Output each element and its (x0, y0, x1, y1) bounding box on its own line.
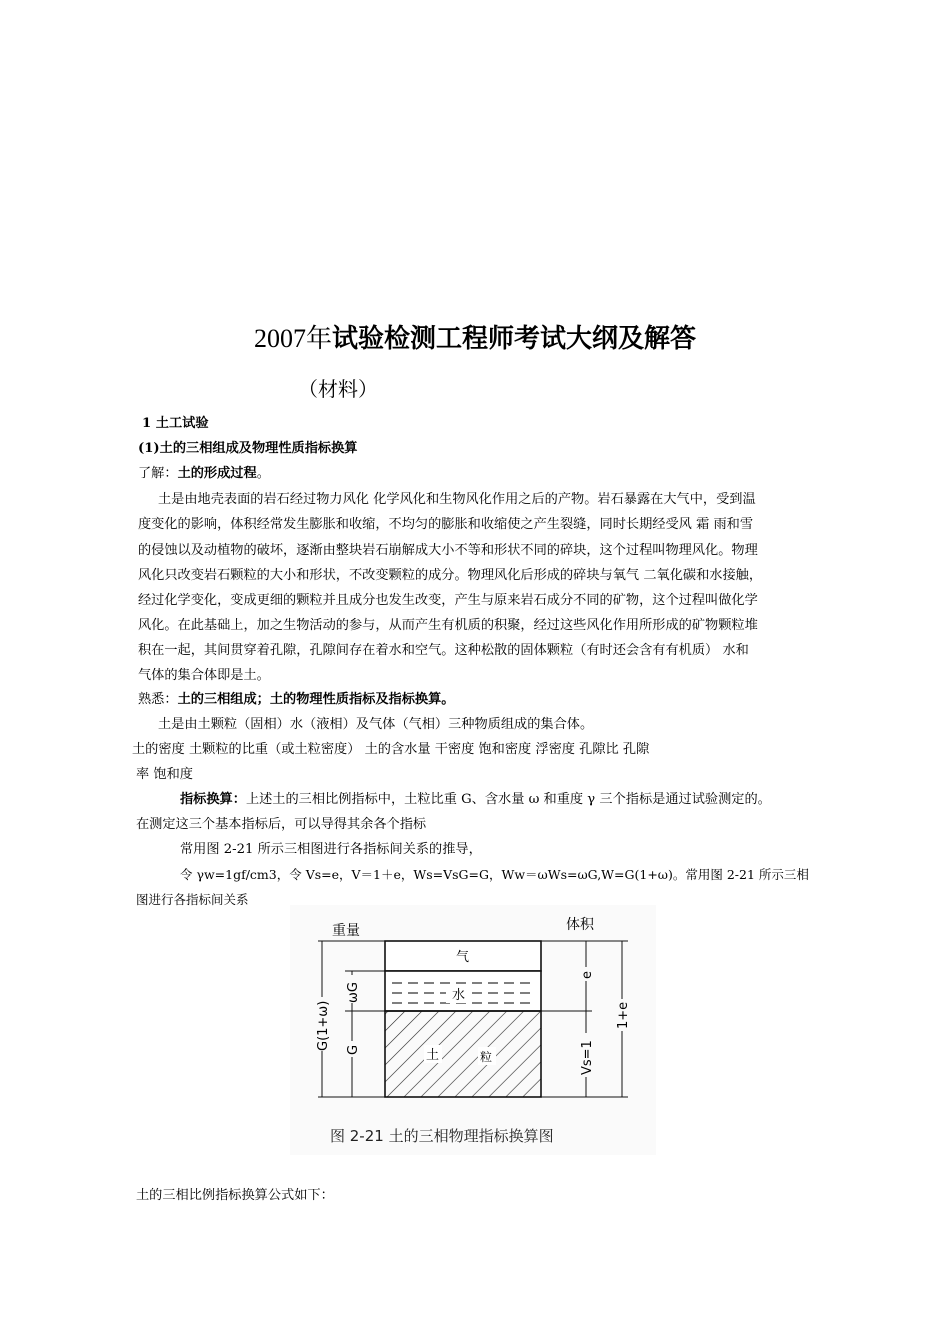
let-line-cont: 图进行各指标间关系 (136, 892, 249, 907)
document-subtitle: （材料） (298, 377, 378, 401)
air-label: 气 (456, 950, 470, 965)
solid-weight-label: G (346, 1044, 361, 1055)
section-heading: 1 土工试验 (142, 416, 209, 431)
water-label: 水 (452, 988, 466, 1003)
title-year: 2007年 (253, 324, 332, 353)
paragraph-line: 经过化学变化，变成更细的颗粒并且成分也发生改变，产生与原来岩石成分不同的矿物，这个过程叫做化学 (138, 593, 758, 608)
title-main: 试验检测工程师考试大纲及解答 (332, 324, 697, 354)
document-title (0, 322, 950, 356)
void-volume-label: e (580, 971, 595, 979)
understand-label: 了解： (138, 466, 178, 481)
figure-caption: 图 2-21 土的三相物理指标换算图 (330, 1127, 554, 1145)
solid-phase (385, 1011, 541, 1097)
paragraph-line: 风化。在此基础上，加之生物活动的参与，从而产生有机质的积聚，经过这些风化作用所形成的矿物颗粒堆 (138, 618, 758, 633)
subsection-heading: (1)土的三相组成及物理性质指标换算 (138, 441, 358, 456)
understand-topic: 土的形成过程 (177, 466, 257, 481)
volume-label: 体积 (566, 917, 594, 933)
understand-line (138, 464, 270, 484)
solid-label-1: 土 (426, 1048, 440, 1063)
composition-line: 土是由土颗粒（固相）水（液相）及气体（气相）三种物质组成的集合体。 (158, 717, 594, 732)
common-line: 常用图 2-21 所示三相图进行各指标间关系的推导， (180, 842, 482, 857)
familiar-topic: 土的三相组成；土的物理性质指标及指标换算。 (177, 692, 455, 707)
understand-end: 。 (256, 466, 270, 481)
conversion-line (180, 790, 771, 810)
total-volume-label: 1+e (616, 1001, 631, 1029)
solid-volume-label: Vs=1 (580, 1040, 595, 1075)
paragraph-line: 风化只改变岩石颗粒的大小和形状，不改变颗粒的成分。物理风化后形成的碎块与氧气 二氧化碳和水接触， (138, 568, 763, 583)
water-weight-label: ωG (346, 982, 361, 1003)
conversion-text: 上述土的三相比例指标中，土粒比重 G、含水量 ω 和重度 γ 三个指标是通过试验测定的。 (245, 792, 771, 807)
paragraph-line: 气体的集合体即是土。 (138, 668, 270, 683)
weight-label: 重量 (332, 923, 360, 939)
paragraph-line: 的侵蚀以及动植物的破坏，逐渐由整块岩石崩解成大小不等和形状不同的碎块，这个过程叫物理风化。物理 (138, 543, 758, 558)
total-weight-label: G(1+ω) (316, 1000, 331, 1051)
paragraph-line: 度变化的影响，体积经常发生膨胀和收缩，不均匀的膨胀和收缩使之产生裂缝，同时长期经受风 霜 雨和雪 (138, 517, 754, 532)
familiar-label: 熟悉： (138, 692, 178, 707)
three-phase-diagram (290, 905, 656, 1155)
familiar-line (138, 690, 455, 710)
conversion-line-cont: 在测定这三个基本指标后，可以导得其余各个指标 (136, 817, 427, 832)
formula-intro: 土的三相比例指标换算公式如下： (136, 1188, 334, 1203)
paragraph-line: 土是由地壳表面的岩石经过物力风化 化学风化和生物风化作用之后的产物。岩石暴露在大气中，受到温 (158, 492, 756, 507)
solid-label-2: 粒 (480, 1050, 493, 1064)
paragraph-line: 积在一起，其间贯穿着孔隙，孔隙间存在着水和空气。这种松散的固体颗粒（有时还会含有有机质） 水和 (138, 643, 749, 658)
let-line: 令 γw=1gf/cm3，令 Vs=e，V＝1＋e，Ws=VsG=G，Ww＝ωWs=ωG,W=G(1+ω)。常用图 2-21 所示三相 (180, 867, 809, 882)
indices-line-cont: 率 饱和度 (136, 767, 193, 782)
indices-line: 土的密度 土颗粒的比重（或土粒密度） 土的含水量 干密度 饱和密度 浮密度 孔隙比 孔隙 (132, 742, 650, 757)
conversion-label: 指标换算： (180, 792, 246, 807)
